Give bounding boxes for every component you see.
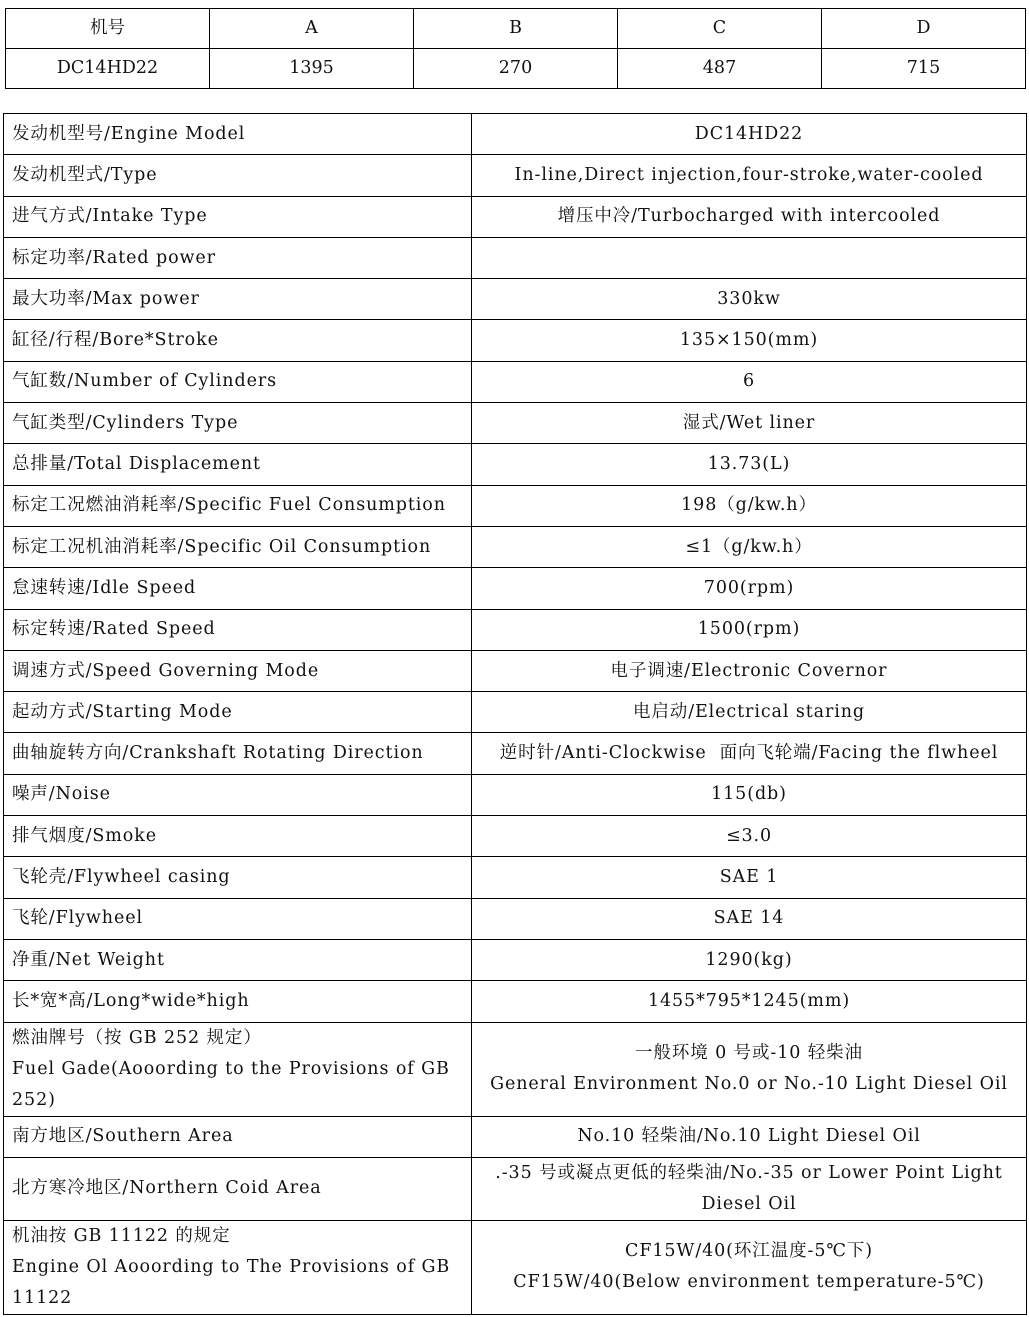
spec-value: 1290(kg) xyxy=(472,939,1027,980)
spec-value: DC14HD22 xyxy=(472,114,1027,155)
spec-label: 净重/Net Weight xyxy=(4,939,472,980)
spec-row xyxy=(4,939,1027,980)
fuel-grade-value xyxy=(472,1022,1027,1116)
northern-area-row xyxy=(4,1157,1027,1220)
spec-label: 飞轮/Flywheel xyxy=(4,898,472,939)
dimensions-data-cell: 1395 xyxy=(210,49,414,89)
spec-row xyxy=(4,361,1027,402)
spec-value: 6 xyxy=(472,361,1027,402)
spec-label: 噪声/Noise xyxy=(4,774,472,815)
southern-area-label: 南方地区/Southern Area xyxy=(4,1116,472,1157)
dimensions-data-cell: 715 xyxy=(822,49,1026,89)
dimensions-data-cell: DC14HD22 xyxy=(6,49,210,89)
spec-value: 115(db) xyxy=(472,774,1027,815)
spec-value: 13.73(L) xyxy=(472,444,1027,485)
dimensions-header-cell: C xyxy=(618,9,822,49)
spec-label: 调速方式/Speed Governing Mode xyxy=(4,650,472,691)
spec-row xyxy=(4,650,1027,691)
spec-row xyxy=(4,279,1027,320)
spec-row xyxy=(4,444,1027,485)
spec-label: 起动方式/Starting Mode xyxy=(4,692,472,733)
northern-area-value: .-35 号或凝点更低的轻柴油/No.-35 or Lower Point Light Diesel Oil xyxy=(472,1157,1027,1220)
spec-label: 曲轴旋转方向/Crankshaft Rotating Direction xyxy=(4,733,472,774)
spec-value: 330kw xyxy=(472,279,1027,320)
southern-area-value: No.10 轻柴油/No.10 Light Diesel Oil xyxy=(472,1116,1027,1157)
spec-label: 进气方式/Intake Type xyxy=(4,196,472,237)
spec-value: 电子调速/Electronic Covernor xyxy=(472,650,1027,691)
engine-spec-table xyxy=(3,113,1027,1315)
fuel-grade-label xyxy=(4,1022,472,1116)
spec-label: 长*宽*高/Long*wide*high xyxy=(4,981,472,1022)
spec-label: 总排量/Total Displacement xyxy=(4,444,472,485)
spec-row xyxy=(4,320,1027,361)
dimensions-header-row xyxy=(6,9,1026,49)
spec-row xyxy=(4,196,1027,237)
spec-row xyxy=(4,609,1027,650)
spec-label: 怠速转速/Idle Speed xyxy=(4,568,472,609)
spec-value: ≤1（g/kw.h） xyxy=(472,526,1027,567)
spec-row xyxy=(4,692,1027,733)
spec-label: 标定工况机油消耗率/Specific Oil Consumption xyxy=(4,526,472,567)
spec-row xyxy=(4,774,1027,815)
fuel-grade-row xyxy=(4,1022,1027,1116)
engine-oil-value-en: CF15W/40(Below environment temperature-5℃) xyxy=(513,1272,985,1293)
spec-value xyxy=(472,237,1027,278)
spec-label: 排气烟度/Smoke xyxy=(4,816,472,857)
engine-oil-label-cn: 机油按 GB 11122 的规定 xyxy=(12,1225,231,1246)
spec-value: 逆时针/Anti-Clockwise 面向飞轮端/Facing the flwheel xyxy=(472,733,1027,774)
spec-row xyxy=(4,898,1027,939)
spec-label: 标定功率/Rated power xyxy=(4,237,472,278)
dimensions-data-cell: 487 xyxy=(618,49,822,89)
fuel-grade-value-en: General Environment No.0 or No.-10 Light Diesel Oil xyxy=(490,1074,1008,1095)
spec-value: 1455*795*1245(mm) xyxy=(472,981,1027,1022)
dimensions-header-cell: D xyxy=(822,9,1026,49)
dimensions-data-cell: 270 xyxy=(414,49,618,89)
southern-area-row xyxy=(4,1116,1027,1157)
spec-label: 气缸数/Number of Cylinders xyxy=(4,361,472,402)
fuel-grade-label-en: Fuel Gade(Aooording to the Provisions of GB 252) xyxy=(12,1058,450,1110)
spec-row xyxy=(4,155,1027,196)
engine-oil-label-en: Engine Ol Aooording to The Provisions of GB 11122 xyxy=(12,1256,451,1308)
dimensions-header-cell: B xyxy=(414,9,618,49)
spec-row xyxy=(4,733,1027,774)
spec-label: 标定工况燃油消耗率/Specific Fuel Consumption xyxy=(4,485,472,526)
spec-value: In-line,Direct injection,four-stroke,water-cooled xyxy=(472,155,1027,196)
dimensions-table xyxy=(5,8,1026,89)
spec-row xyxy=(4,114,1027,155)
spec-value: ≤3.0 xyxy=(472,816,1027,857)
engine-spec-body xyxy=(4,114,1027,1315)
spec-value: SAE 14 xyxy=(472,898,1027,939)
engine-oil-value-cn: CF15W/40(环江温度-5℃下) xyxy=(625,1241,873,1262)
spec-label: 发动机型式/Type xyxy=(4,155,472,196)
dimensions-header-cell: A xyxy=(210,9,414,49)
fuel-grade-label-cn: 燃油牌号（按 GB 252 规定） xyxy=(12,1027,262,1048)
spec-value: 湿式/Wet liner xyxy=(472,403,1027,444)
spec-label: 最大功率/Max power xyxy=(4,279,472,320)
spec-value: 增压中冷/Turbocharged with intercooled xyxy=(472,196,1027,237)
spec-row xyxy=(4,526,1027,567)
spec-value: 1500(rpm) xyxy=(472,609,1027,650)
spec-value: 135×150(mm) xyxy=(472,320,1027,361)
spec-label: 缸径/行程/Bore*Stroke xyxy=(4,320,472,361)
spec-row xyxy=(4,237,1027,278)
spec-value: 700(rpm) xyxy=(472,568,1027,609)
spec-row xyxy=(4,857,1027,898)
spec-label: 气缸类型/Cylinders Type xyxy=(4,403,472,444)
engine-oil-row xyxy=(4,1220,1027,1314)
spec-label: 发动机型号/Engine Model xyxy=(4,114,472,155)
spec-value: SAE 1 xyxy=(472,857,1027,898)
spec-label: 标定转速/Rated Speed xyxy=(4,609,472,650)
dimensions-header-cell: 机号 xyxy=(6,9,210,49)
dimensions-data-row xyxy=(6,49,1026,89)
spec-value: 电启动/Electrical staring xyxy=(472,692,1027,733)
engine-oil-value xyxy=(472,1220,1027,1314)
spec-row xyxy=(4,403,1027,444)
fuel-grade-value-cn: 一般环境 0 号或-10 轻柴油 xyxy=(635,1043,863,1064)
spec-row xyxy=(4,816,1027,857)
spec-row xyxy=(4,568,1027,609)
spec-value: 198（g/kw.h） xyxy=(472,485,1027,526)
spec-row xyxy=(4,485,1027,526)
engine-oil-label xyxy=(4,1220,472,1314)
spec-row xyxy=(4,981,1027,1022)
spec-label: 飞轮壳/Flywheel casing xyxy=(4,857,472,898)
northern-area-label: 北方寒冷地区/Northern Coid Area xyxy=(4,1157,472,1220)
